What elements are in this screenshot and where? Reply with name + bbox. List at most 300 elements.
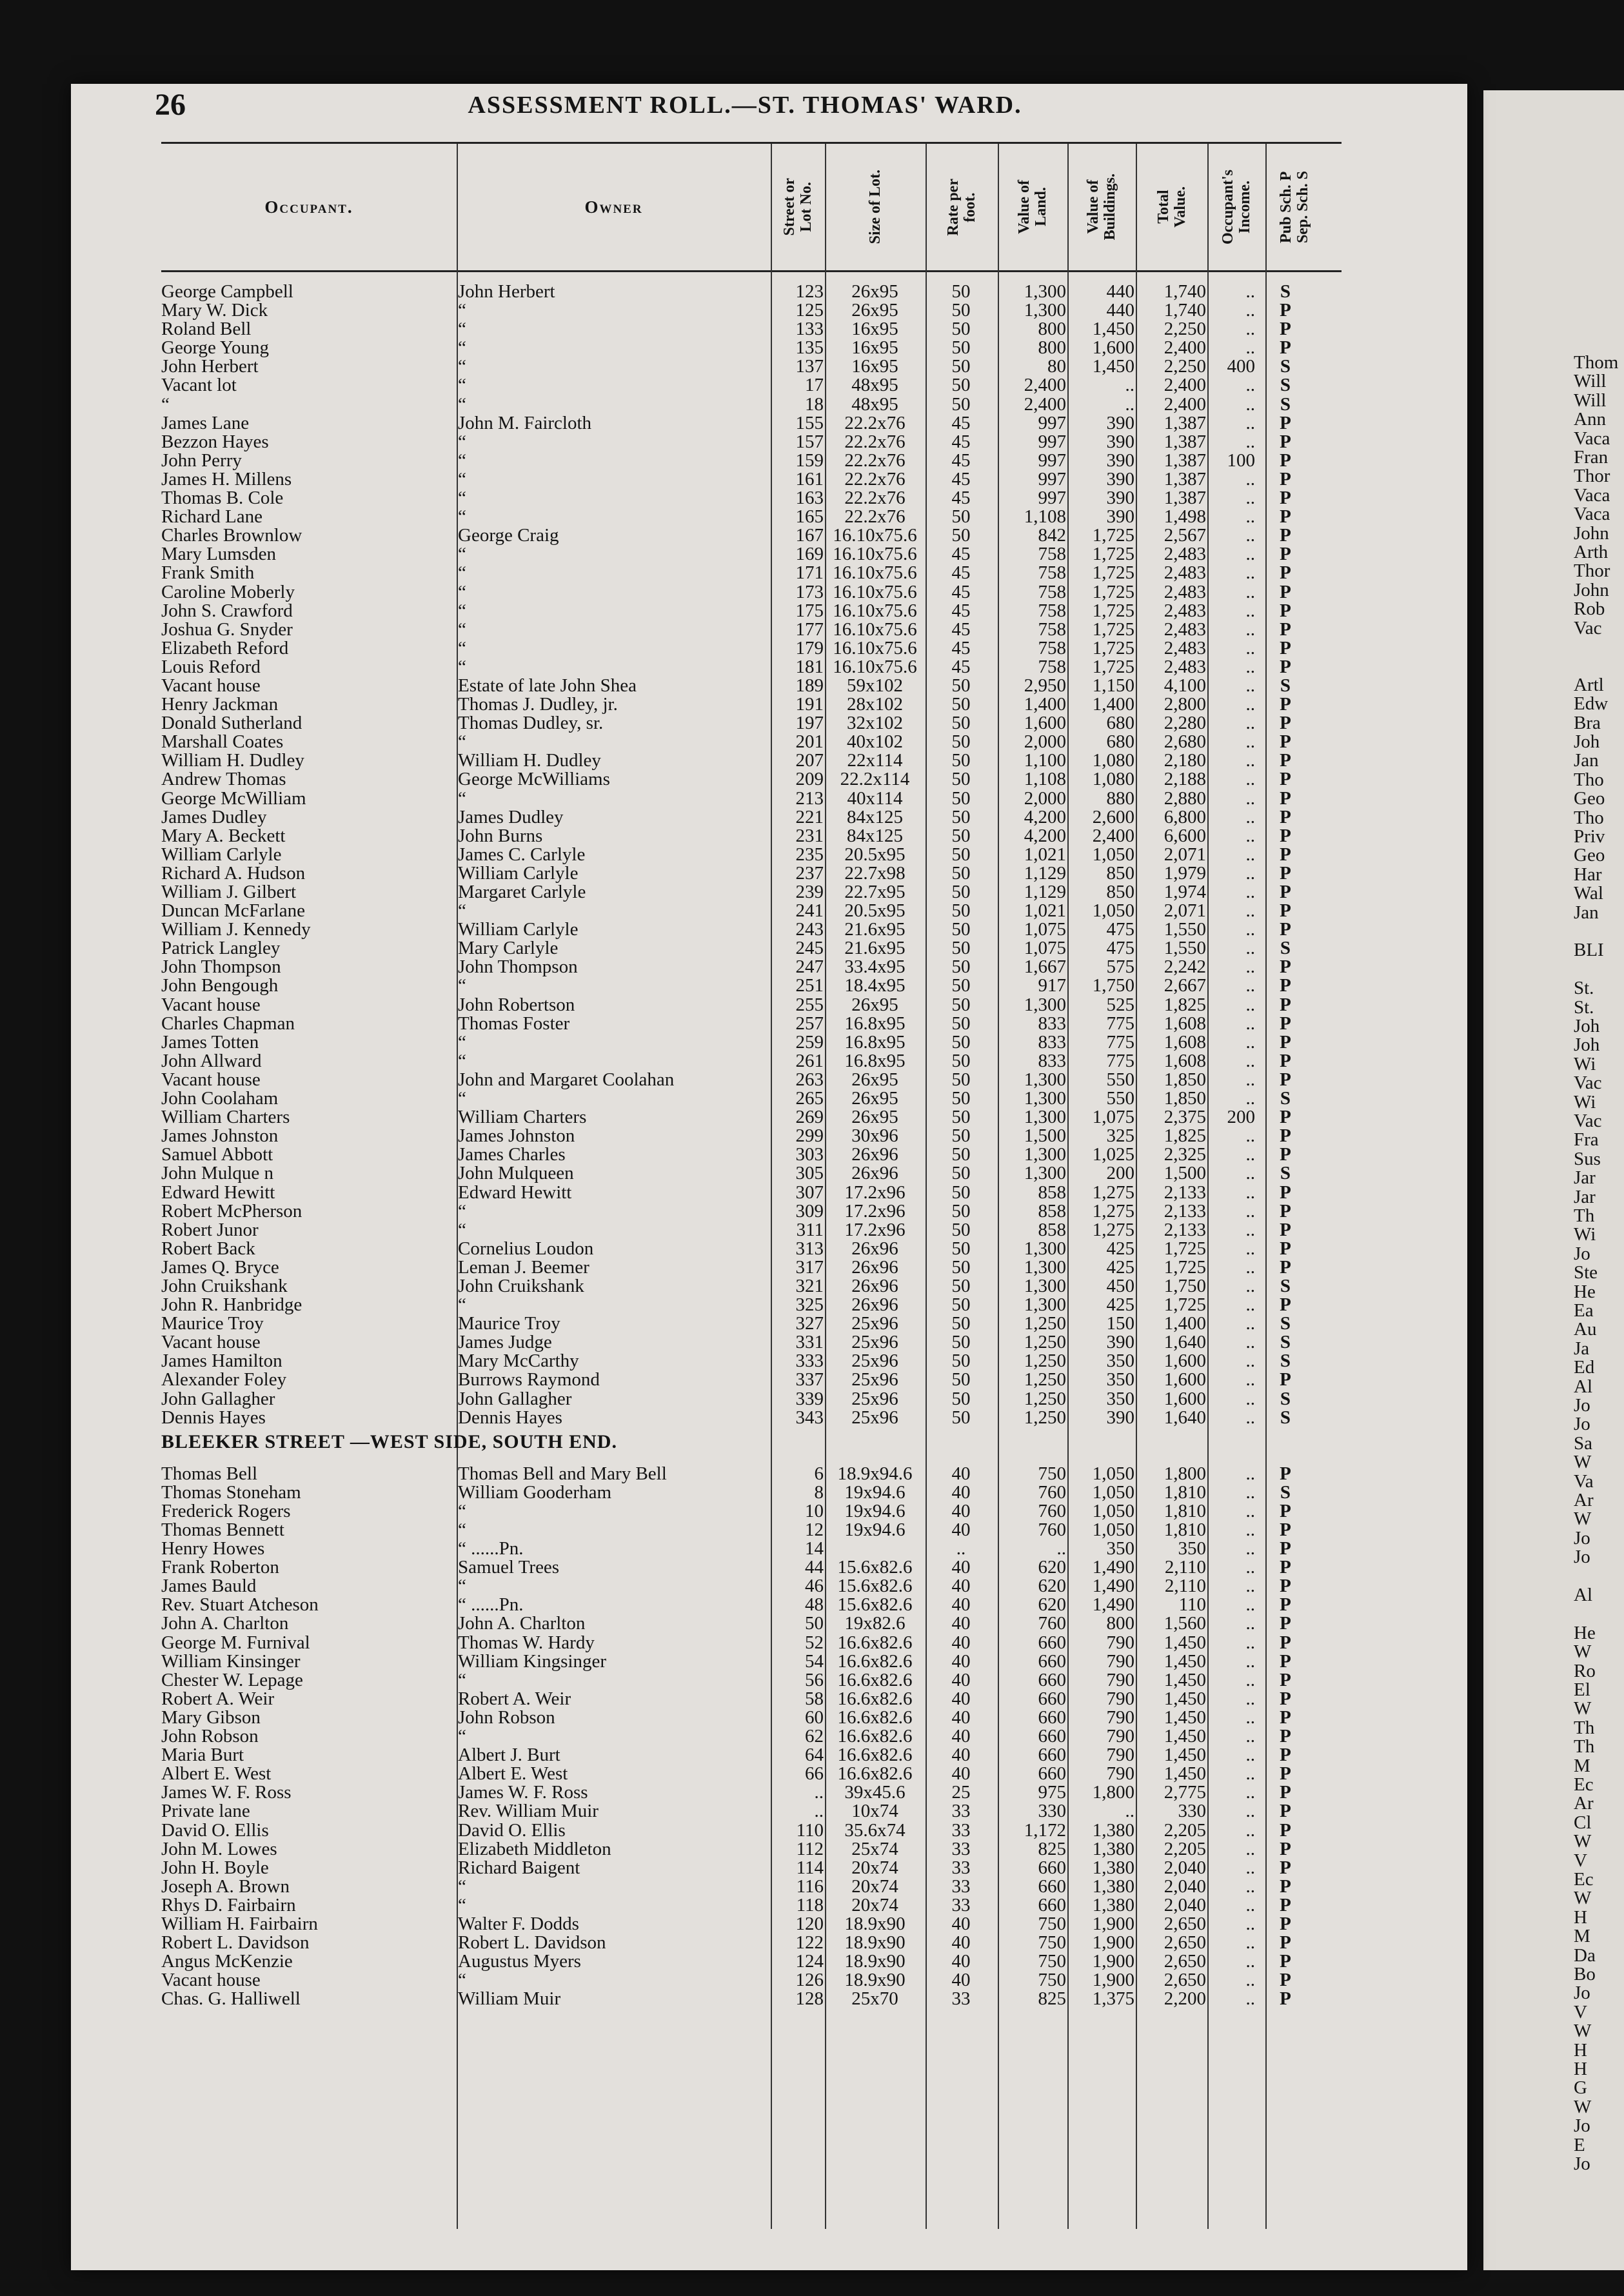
school-cell: S xyxy=(1280,357,1291,377)
occupant-cell: John Allward xyxy=(161,1051,262,1071)
total-value-cell: 2,242 xyxy=(1164,958,1206,977)
size-cell: 16.10x75.6 xyxy=(833,564,917,583)
size-cell: 17.2x96 xyxy=(844,1220,906,1240)
land-value-cell: 660 xyxy=(1038,1746,1066,1765)
lot-cell: 243 xyxy=(795,920,824,940)
building-value-cell: 1,050 xyxy=(1092,1521,1134,1539)
building-value-cell: 350 xyxy=(1106,1352,1134,1371)
school-cell: P xyxy=(1280,1296,1291,1315)
rate-cell: 50 xyxy=(951,1352,971,1371)
income-cell: .. xyxy=(1245,1934,1255,1953)
size-cell: 22.7x95 xyxy=(844,883,906,902)
school-cell: P xyxy=(1280,1990,1291,2009)
school-cell: P xyxy=(1280,582,1291,602)
adjacent-fragment: Cl xyxy=(1574,1812,1592,1833)
owner-cell: William Gooderham xyxy=(458,1483,612,1502)
table-row xyxy=(161,1934,1342,1952)
adjacent-fragment: BLI xyxy=(1574,940,1604,961)
school-cell: S xyxy=(1280,1089,1291,1109)
occupant-cell: George McWilliam xyxy=(161,789,306,808)
adjacent-fragment: Ar xyxy=(1574,1490,1594,1510)
rate-cell: 50 xyxy=(951,1239,971,1258)
income-cell: .. xyxy=(1245,1014,1255,1033)
lot-cell: 237 xyxy=(795,864,824,883)
occupant-cell: William J. Kennedy xyxy=(161,920,311,940)
owner-cell: John Herbert xyxy=(458,282,555,301)
table-row xyxy=(161,1746,1342,1765)
table-row xyxy=(161,920,1342,939)
adjacent-fragment: Jo xyxy=(1574,1395,1590,1416)
adjacent-fragment: St. xyxy=(1574,996,1594,1018)
income-cell: .. xyxy=(1245,1858,1255,1877)
income-cell: .. xyxy=(1245,470,1255,489)
table-row xyxy=(161,695,1342,714)
school-cell: P xyxy=(1280,1934,1291,1953)
school-cell: S xyxy=(1280,1483,1291,1502)
size-cell: 16.10x75.6 xyxy=(833,601,917,620)
owner-cell: John Thompson xyxy=(458,958,578,977)
rate-cell: 50 xyxy=(951,826,971,846)
owner-cell: “ xyxy=(458,508,466,527)
rate-cell: 50 xyxy=(951,714,971,733)
adjacent-fragment: M xyxy=(1574,1926,1590,1947)
building-value-cell: 390 xyxy=(1106,432,1134,451)
adjacent-fragment: Bra xyxy=(1574,712,1601,733)
income-cell: .. xyxy=(1245,1577,1255,1596)
adjacent-fragment: Joh xyxy=(1574,731,1600,752)
occupant-cell: William H. Fairbairn xyxy=(161,1914,318,1934)
total-value-cell: 1,450 xyxy=(1164,1652,1206,1671)
school-cell: P xyxy=(1280,1051,1291,1071)
table-row xyxy=(161,958,1342,976)
income-cell: .. xyxy=(1245,320,1255,339)
building-value-cell: 425 xyxy=(1106,1239,1134,1258)
lot-cell: 120 xyxy=(795,1914,824,1934)
total-value-cell: 1,600 xyxy=(1164,1352,1206,1371)
income-cell: .. xyxy=(1245,770,1255,789)
income-cell: .. xyxy=(1245,1333,1255,1352)
school-cell: P xyxy=(1280,751,1291,771)
occupant-cell: Robert Junor xyxy=(161,1220,259,1240)
building-value-cell: 325 xyxy=(1106,1127,1134,1146)
adjacent-fragment: Joh xyxy=(1574,1016,1600,1036)
income-cell: .. xyxy=(1245,413,1255,433)
land-value-cell: 1,400 xyxy=(1024,695,1066,715)
building-value-cell: 1,725 xyxy=(1092,545,1134,564)
total-value-cell: 1,740 xyxy=(1164,301,1206,321)
income-cell: .. xyxy=(1245,1539,1255,1559)
total-value-cell: 2,200 xyxy=(1164,1990,1206,2009)
total-value-cell: 2,800 xyxy=(1164,695,1206,715)
occupant-cell: Mary Gibson xyxy=(161,1708,261,1727)
rate-cell: 40 xyxy=(951,1765,971,1784)
total-value-cell: 2,040 xyxy=(1164,1895,1206,1915)
building-value-cell: .. xyxy=(1125,1802,1134,1821)
occupant-cell: Vacant house xyxy=(161,995,261,1014)
adjacent-fragment: Ste xyxy=(1574,1262,1598,1283)
total-value-cell: 2,133 xyxy=(1164,1202,1206,1221)
occupant-cell: William Carlyle xyxy=(161,845,282,864)
size-cell: 16.6x82.6 xyxy=(837,1746,913,1765)
owner-cell: Richard Baigent xyxy=(458,1858,580,1877)
lot-cell: 14 xyxy=(805,1539,824,1559)
school-cell: S xyxy=(1280,395,1291,414)
school-cell: P xyxy=(1280,1577,1291,1596)
owner-cell: “ xyxy=(458,638,466,658)
table-row xyxy=(161,1821,1342,1840)
lot-cell: 18 xyxy=(805,395,824,414)
adjacent-fragment: W xyxy=(1574,1698,1592,1719)
building-value-cell: 775 xyxy=(1106,1033,1134,1052)
owner-cell: John Cruikshank xyxy=(458,1276,584,1296)
building-value-cell: 1,380 xyxy=(1092,1858,1134,1877)
size-cell: 26x95 xyxy=(851,301,898,321)
lot-cell: 50 xyxy=(805,1614,824,1634)
school-cell: P xyxy=(1280,1821,1291,1840)
income-cell: .. xyxy=(1245,376,1255,395)
adjacent-fragment: G xyxy=(1574,2077,1587,2099)
size-cell: 16.6x82.6 xyxy=(837,1765,913,1784)
adjacent-fragment: Bo xyxy=(1574,1964,1596,1984)
size-cell: 32x102 xyxy=(847,714,903,733)
building-value-cell: 425 xyxy=(1106,1296,1134,1315)
total-value-cell: 1,387 xyxy=(1164,489,1206,508)
owner-cell: “ xyxy=(458,470,466,489)
occupant-cell: William J. Gilbert xyxy=(161,883,297,902)
land-value-cell: 660 xyxy=(1038,1895,1066,1915)
school-cell: P xyxy=(1280,1258,1291,1277)
rate-cell: 50 xyxy=(951,395,971,414)
building-value-cell: 1,600 xyxy=(1092,339,1134,358)
size-cell: 20.5x95 xyxy=(844,902,906,921)
table-row xyxy=(161,1352,1342,1371)
building-value-cell: 390 xyxy=(1106,489,1134,508)
building-value-cell: 1,725 xyxy=(1092,657,1134,677)
land-value-cell: 825 xyxy=(1038,1839,1066,1859)
school-cell: P xyxy=(1280,714,1291,733)
rate-cell: 50 xyxy=(951,1220,971,1240)
building-value-cell: 390 xyxy=(1106,1408,1134,1427)
lot-cell: 247 xyxy=(795,958,824,977)
owner-cell: “ xyxy=(458,1971,466,1990)
total-value-cell: 2,650 xyxy=(1164,1952,1206,1972)
total-value-cell: 1,608 xyxy=(1164,1014,1206,1033)
income-cell: .. xyxy=(1245,826,1255,846)
adjacent-fragment: Vac xyxy=(1574,1073,1602,1094)
owner-cell: John Robson xyxy=(458,1708,555,1727)
income-cell: .. xyxy=(1245,1633,1255,1652)
lot-cell: 337 xyxy=(795,1371,824,1390)
land-value-cell: 1,300 xyxy=(1024,1239,1066,1258)
size-cell: 19x94.6 xyxy=(844,1483,906,1502)
occupant-cell: John Bengough xyxy=(161,976,279,996)
building-value-cell: 1,150 xyxy=(1092,676,1134,695)
total-value-cell: 2,483 xyxy=(1164,601,1206,620)
owner-cell: “ xyxy=(458,1220,466,1240)
page-number: 26 xyxy=(155,88,186,122)
building-value-cell: 2,600 xyxy=(1092,807,1134,827)
rate-cell: 40 xyxy=(951,1521,971,1539)
income-cell: .. xyxy=(1245,1352,1255,1371)
table-row xyxy=(161,1296,1342,1314)
income-cell: .. xyxy=(1245,1464,1255,1483)
lot-cell: 231 xyxy=(795,826,824,846)
rate-cell: 45 xyxy=(951,432,971,451)
land-value-cell: 4,200 xyxy=(1024,807,1066,827)
total-value-cell: 1,640 xyxy=(1164,1333,1206,1352)
size-cell: 22.2x76 xyxy=(844,489,906,508)
owner-cell: Estate of late John Shea xyxy=(458,676,637,695)
header-occupant: Occupant. xyxy=(161,144,458,270)
occupant-cell: Robert McPherson xyxy=(161,1202,302,1221)
table-row xyxy=(161,1277,1342,1296)
lot-cell: 259 xyxy=(795,1033,824,1052)
school-cell: P xyxy=(1280,1952,1291,1972)
total-value-cell: 1,750 xyxy=(1164,1276,1206,1296)
table-row xyxy=(161,1371,1342,1389)
income-cell: .. xyxy=(1245,751,1255,771)
total-value-cell: 2,650 xyxy=(1164,1971,1206,1990)
building-value-cell: 425 xyxy=(1106,1258,1134,1277)
owner-cell: “ xyxy=(458,320,466,339)
header-lot: Street or Lot No. xyxy=(771,144,826,270)
land-value-cell: 825 xyxy=(1038,1990,1066,2009)
rate-cell: 40 xyxy=(951,1483,971,1502)
owner-cell: John Burns xyxy=(458,826,543,846)
lot-cell: 128 xyxy=(795,1990,824,2009)
school-cell: P xyxy=(1280,1670,1291,1690)
rate-cell: 40 xyxy=(951,1914,971,1934)
total-value-cell: 1,979 xyxy=(1164,864,1206,883)
building-value-cell: 350 xyxy=(1106,1371,1134,1390)
school-cell: P xyxy=(1280,657,1291,677)
owner-cell: Rev. William Muir xyxy=(458,1802,599,1821)
lot-cell: 12 xyxy=(805,1521,824,1539)
income-cell: .. xyxy=(1245,526,1255,546)
total-value-cell: 1,387 xyxy=(1164,451,1206,470)
school-cell: P xyxy=(1280,1914,1291,1934)
adjacent-fragment: Tho xyxy=(1574,807,1604,828)
land-value-cell: 1,300 xyxy=(1024,282,1066,301)
land-value-cell: 858 xyxy=(1038,1202,1066,1221)
table-row xyxy=(161,1539,1342,1558)
land-value-cell: 620 xyxy=(1038,1558,1066,1578)
school-cell: P xyxy=(1280,508,1291,527)
size-cell: 48x95 xyxy=(851,376,898,395)
occupant-cell: Marshall Coates xyxy=(161,733,284,752)
total-value-cell: 2,567 xyxy=(1164,526,1206,546)
occupant-cell: Thomas Bell xyxy=(161,1464,258,1483)
school-cell: P xyxy=(1280,864,1291,883)
adjacent-fragment: V xyxy=(1574,2001,1587,2023)
income-cell: .. xyxy=(1245,1558,1255,1578)
owner-cell: James Judge xyxy=(458,1333,552,1352)
total-value-cell: 1,725 xyxy=(1164,1296,1206,1315)
rate-cell: 45 xyxy=(951,470,971,489)
rate-cell: 50 xyxy=(951,807,971,827)
adjacent-fragment: Da xyxy=(1574,1945,1596,1966)
total-value-cell: 2,188 xyxy=(1164,770,1206,789)
school-cell: P xyxy=(1280,1727,1291,1747)
building-value-cell: 550 xyxy=(1106,1089,1134,1109)
size-cell: 18.9x90 xyxy=(844,1971,906,1990)
table-row xyxy=(161,714,1342,733)
size-cell: 26x96 xyxy=(851,1276,898,1296)
lot-cell: 122 xyxy=(795,1934,824,1953)
rate-cell: 50 xyxy=(951,1070,971,1089)
rate-cell: 40 xyxy=(951,1596,971,1615)
owner-cell: “ xyxy=(458,451,466,470)
building-value-cell: 880 xyxy=(1106,789,1134,808)
income-cell: .. xyxy=(1245,1614,1255,1634)
owner-cell: “ xyxy=(458,376,466,395)
land-value-cell: 760 xyxy=(1038,1483,1066,1502)
building-value-cell: 1,900 xyxy=(1092,1952,1134,1972)
building-value-cell: 1,725 xyxy=(1092,564,1134,583)
land-value-cell: 2,950 xyxy=(1024,676,1066,695)
size-cell: 26x95 xyxy=(851,1108,898,1127)
adjacent-fragment: Va xyxy=(1574,1470,1594,1492)
owner-cell: George Craig xyxy=(458,526,559,546)
occupant-cell: Frank Smith xyxy=(161,564,255,583)
table-row xyxy=(161,1652,1342,1671)
header-income: Occupant's Income. xyxy=(1207,144,1267,270)
lot-cell: 309 xyxy=(795,1202,824,1221)
rate-cell: 50 xyxy=(951,1033,971,1052)
building-value-cell: 1,450 xyxy=(1092,357,1134,377)
building-value-cell: 790 xyxy=(1106,1652,1134,1671)
owner-cell: Elizabeth Middleton xyxy=(458,1839,611,1859)
table-row xyxy=(161,602,1342,620)
land-value-cell: 620 xyxy=(1038,1596,1066,1615)
size-cell: 26x96 xyxy=(851,1145,898,1165)
land-value-cell: 800 xyxy=(1038,339,1066,358)
lot-cell: 133 xyxy=(795,320,824,339)
income-cell: .. xyxy=(1245,1501,1255,1521)
table-row xyxy=(161,357,1342,376)
school-cell: P xyxy=(1280,902,1291,921)
lot-cell: 311 xyxy=(796,1220,824,1240)
occupant-cell: Thomas Stoneham xyxy=(161,1483,301,1502)
land-value-cell: 1,300 xyxy=(1024,1258,1066,1277)
land-value-cell: 1,250 xyxy=(1024,1408,1066,1427)
occupant-cell: John Herbert xyxy=(161,357,259,377)
size-cell: 16x95 xyxy=(851,357,898,377)
lot-cell: .. xyxy=(814,1783,824,1803)
occupant-cell: James Lane xyxy=(161,413,250,433)
table-row xyxy=(161,658,1342,677)
size-cell: 20x74 xyxy=(851,1877,898,1896)
adjacent-fragment: Jan xyxy=(1574,750,1599,771)
lot-cell: 327 xyxy=(795,1314,824,1334)
building-value-cell: 390 xyxy=(1106,451,1134,470)
size-cell: 26x96 xyxy=(851,1258,898,1277)
owner-cell: “ xyxy=(458,1877,466,1896)
income-cell: .. xyxy=(1245,1051,1255,1071)
building-value-cell: 1,490 xyxy=(1092,1596,1134,1615)
building-value-cell: 790 xyxy=(1106,1708,1134,1727)
building-value-cell: 1,490 xyxy=(1092,1577,1134,1596)
adjacent-fragment: Jo xyxy=(1574,2115,1590,2137)
income-cell: .. xyxy=(1245,1727,1255,1747)
income-cell: .. xyxy=(1245,976,1255,996)
adjacent-fragment: Wi xyxy=(1574,1224,1596,1245)
adjacent-fragment: He xyxy=(1574,1622,1596,1643)
land-value-cell: 750 xyxy=(1038,1464,1066,1483)
total-value-cell: 1,640 xyxy=(1164,1408,1206,1427)
adjacent-fragment: Jar xyxy=(1574,1167,1596,1189)
rate-cell: 40 xyxy=(951,1577,971,1596)
total-value-cell: 1,450 xyxy=(1164,1727,1206,1747)
total-value-cell: 1,450 xyxy=(1164,1746,1206,1765)
occupant-cell: William H. Dudley xyxy=(161,751,304,771)
rate-cell: 33 xyxy=(951,1990,971,2009)
lot-cell: 333 xyxy=(795,1352,824,1371)
table-row xyxy=(161,1183,1342,1202)
school-cell: P xyxy=(1280,620,1291,639)
income-cell: .. xyxy=(1245,920,1255,940)
school-cell: P xyxy=(1280,432,1291,451)
occupant-cell: Edward Hewitt xyxy=(161,1183,275,1202)
rate-cell: 50 xyxy=(951,1089,971,1109)
owner-cell: “ xyxy=(458,902,466,921)
building-value-cell: 1,025 xyxy=(1092,1145,1134,1165)
land-value-cell: 4,200 xyxy=(1024,826,1066,846)
total-value-cell: 1,550 xyxy=(1164,920,1206,940)
land-value-cell: 997 xyxy=(1038,413,1066,433)
occupant-cell: “ xyxy=(161,395,170,414)
size-cell: 25x70 xyxy=(851,1990,898,2009)
occupant-cell: Elizabeth Reford xyxy=(161,638,289,658)
income-cell: .. xyxy=(1245,714,1255,733)
income-cell: .. xyxy=(1245,1914,1255,1934)
occupant-cell: Vacant lot xyxy=(161,376,237,395)
land-value-cell: 1,300 xyxy=(1024,1089,1066,1109)
land-value-cell: 660 xyxy=(1038,1652,1066,1671)
adjacent-fragment: Rob xyxy=(1574,599,1605,620)
adjacent-fragment: Joh xyxy=(1574,1034,1600,1056)
total-value-cell: 1,450 xyxy=(1164,1633,1206,1652)
owner-cell: William Carlyle xyxy=(458,864,579,883)
adjacent-fragment: W xyxy=(1574,2021,1592,2042)
lot-cell: 62 xyxy=(805,1727,824,1747)
land-value-cell: 1,300 xyxy=(1024,1070,1066,1089)
building-value-cell: 790 xyxy=(1106,1670,1134,1690)
occupant-cell: Dennis Hayes xyxy=(161,1408,266,1427)
table-row xyxy=(161,1014,1342,1033)
land-value-cell: 975 xyxy=(1038,1783,1066,1803)
adjacent-fragment: Arth xyxy=(1574,542,1609,562)
school-cell: P xyxy=(1280,1596,1291,1615)
land-value-cell: 758 xyxy=(1038,564,1066,583)
school-cell: P xyxy=(1280,807,1291,827)
size-cell: 22.2x76 xyxy=(844,432,906,451)
lot-cell: 56 xyxy=(805,1670,824,1690)
school-cell: S xyxy=(1280,1314,1291,1334)
size-cell: 26x96 xyxy=(851,1296,898,1315)
land-value-cell: 758 xyxy=(1038,657,1066,677)
rate-cell: 45 xyxy=(951,451,971,470)
lot-cell: 179 xyxy=(795,638,824,658)
occupant-cell: James Bauld xyxy=(161,1577,257,1596)
building-value-cell: 2,400 xyxy=(1092,826,1134,846)
total-value-cell: 1,810 xyxy=(1164,1483,1206,1502)
income-cell: .. xyxy=(1245,807,1255,827)
school-cell: P xyxy=(1280,1971,1291,1990)
lot-cell: 257 xyxy=(795,1014,824,1033)
occupant-cell: James Dudley xyxy=(161,807,267,827)
table-row xyxy=(161,1690,1342,1708)
